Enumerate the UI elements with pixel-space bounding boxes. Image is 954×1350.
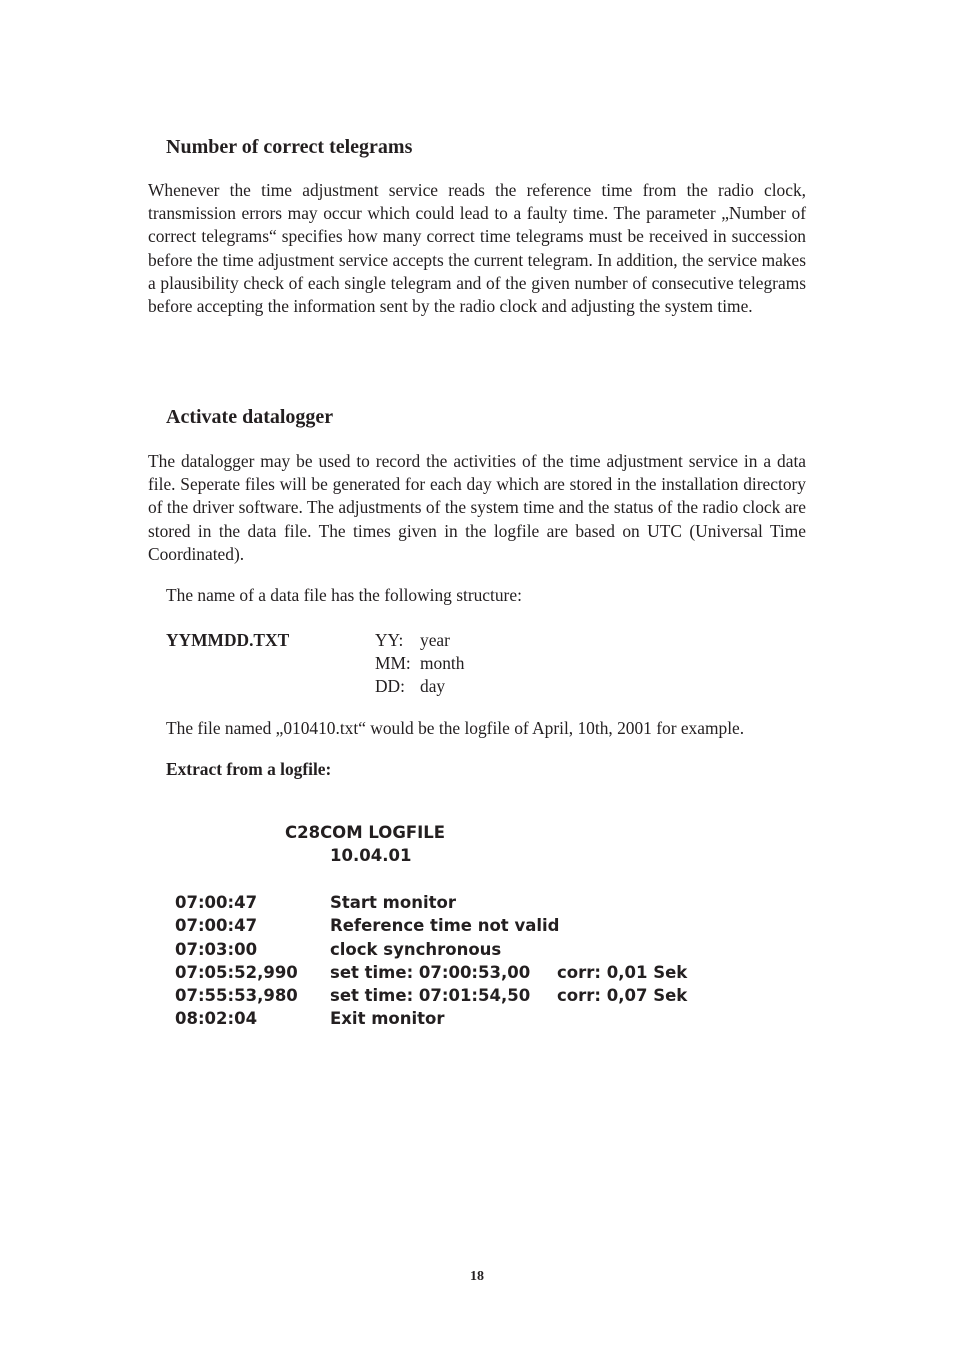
logfile-date: 10.04.01	[330, 846, 412, 865]
section-heading-correct-telegrams: Number of correct telegrams	[166, 136, 413, 158]
log-message: Exit monitor	[330, 1009, 445, 1029]
legend-meaning: month	[420, 653, 465, 673]
extract-heading: Extract from a logfile:	[166, 759, 332, 779]
log-time: 08:02:04	[175, 1009, 258, 1029]
log-message: Reference time not valid	[330, 916, 560, 936]
paragraph-correct-telegrams: Whenever the time adjustment service reads the reference time from the radio clock, transmission errors may occur which could lead to a faulty time. The parameter „Number of correct telegrams“ specifies how many correct time telegrams must be received in succession before the time adjustment service accepts the current telegram. In addition, the service makes a plausibility check of each single telegram and of the given number of consecutive telegrams before accepting the information sent by the radio clock and adjusting the system time.	[148, 180, 806, 317]
log-message: set time: 07:01:54,50	[330, 986, 531, 1006]
logfile-title: C28COM LOGFILE	[285, 823, 446, 842]
filename-example: The file named „010410.txt“ would be the logfile of April, 10th, 2001 for example.	[166, 718, 745, 738]
legend-meaning: day	[420, 676, 446, 696]
log-row	[175, 961, 735, 984]
legend-item	[375, 629, 464, 652]
section-heading-datalogger: Activate datalogger	[166, 406, 334, 428]
log-row	[175, 984, 735, 1007]
log-time: 07:00:47	[175, 893, 258, 912]
logfile-entries	[175, 891, 735, 1031]
log-time: 07:05:52,990	[175, 962, 298, 982]
log-time: 07:00:47	[175, 916, 258, 936]
paragraph-datalogger: The datalogger may be used to record the activities of the time adjustment service in a data file. Seperate files will be generated for each day which are stored in the installation directory of the driver software. The adjustments of the system time and the status of the radio clock are stored in the data file. The times given in the logfile are based on UTC (Universal Time Coordinated).	[148, 451, 806, 564]
log-correction: corr: 0,01 Sek	[557, 962, 688, 982]
log-time: 07:03:00	[175, 939, 258, 959]
filename-structure-legend	[375, 629, 464, 698]
log-row	[175, 938, 735, 961]
filename-structure: YYMMDD.TXT	[166, 630, 290, 650]
structure-intro: The name of a data file has the following structure:	[166, 585, 522, 605]
legend-code: MM:	[375, 653, 411, 673]
log-message: Start monitor	[330, 893, 456, 912]
log-row	[175, 891, 735, 914]
log-row	[175, 914, 735, 937]
legend-item	[375, 652, 464, 675]
log-time: 07:55:53,980	[175, 986, 298, 1006]
log-message: clock synchronous	[330, 939, 502, 959]
log-row	[175, 1007, 735, 1030]
legend-code: DD:	[375, 676, 405, 696]
page-number: 18	[470, 1269, 484, 1284]
legend-meaning: year	[420, 630, 450, 650]
legend-code: YY:	[375, 630, 404, 650]
log-correction: corr: 0,07 Sek	[557, 986, 688, 1006]
log-message: set time: 07:00:53,00	[330, 962, 531, 982]
legend-item	[375, 675, 464, 698]
